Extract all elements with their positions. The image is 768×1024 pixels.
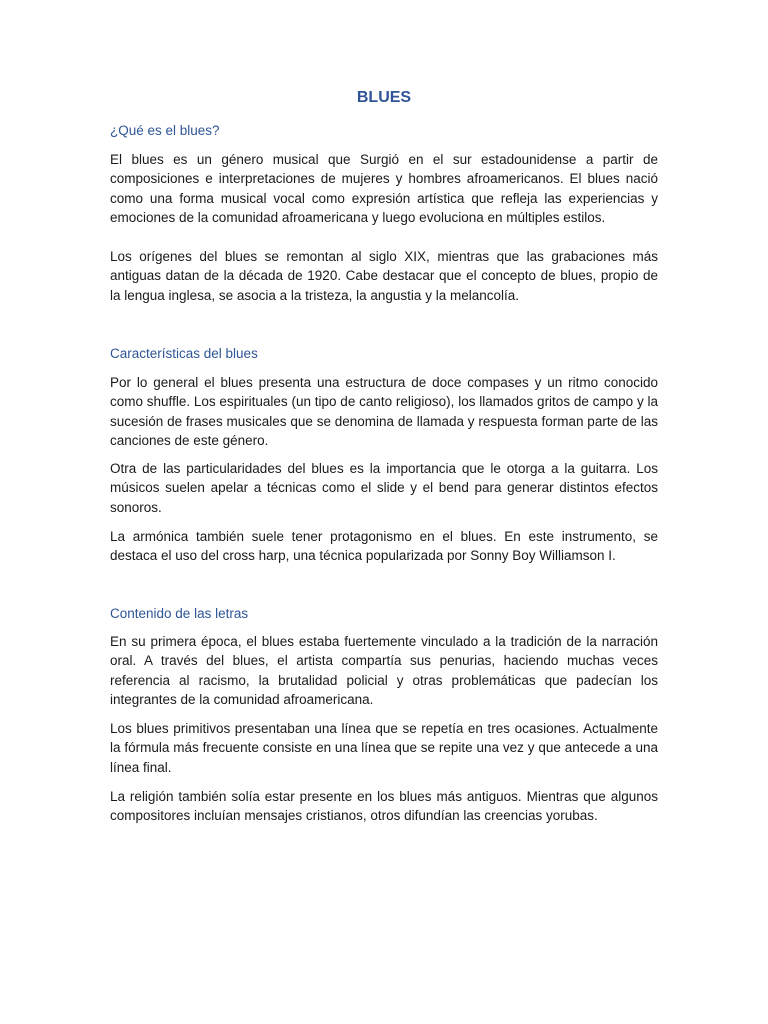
paragraph: Los blues primitivos presentaban una línea que se repetía en tres ocasiones. Actualmente la fórmula más frecuente consiste en una línea que se repite una vez y que antecede a una línea final. bbox=[110, 721, 658, 775]
paragraph: Los orígenes del blues se remontan al siglo XIX, mientras que las grabaciones más antiguas datan de la década de 1920. Cabe destacar que el concepto de blues, propio de la lengua inglesa, se asocia a la tristeza, la angustia y la melancolía. bbox=[110, 249, 658, 303]
section-heading-contenido-letras: Contenido de las letras bbox=[110, 606, 249, 621]
paragraph: En su primera época, el blues estaba fuertemente vinculado a la tradición de la narración oral. A través del blues, el artista compartía sus penurias, haciendo muchas veces referencia al racismo, la brutalidad policial y otras problemáticas que padecían los integrantes de la comunidad afroamericana. bbox=[110, 634, 658, 708]
paragraph: La religión también solía estar presente en los blues más antiguos. Mientras que algunos compositores incluían mensajes cristianos, otros difundían las creencias yorubas. bbox=[110, 789, 658, 824]
section-heading-que-es-el-blues: ¿Qué es el blues? bbox=[110, 123, 220, 138]
document-page bbox=[110, 0, 658, 1024]
paragraph: El blues es un género musical que Surgió en el sur estadounidense a partir de composiciones e interpretaciones de mujeres y hombres afroamericanos. El blues nació como una forma musical vocal como expresión artística que refleja las experiencias y emociones de la comunidad afroamericana y luego evoluciona en múltiples estilos. bbox=[110, 152, 658, 226]
paragraph: La armónica también suele tener protagonismo en el blues. En este instrumento, se destaca el uso del cross harp, una técnica popularizada por Sonny Boy Williamson I. bbox=[110, 529, 658, 564]
paragraph: Por lo general el blues presenta una estructura de doce compases y un ritmo conocido como shuffle. Los espirituales (un tipo de canto religioso), los llamados gritos de campo y la sucesión de frases musicales que se denomina de llamada y respuesta forman parte de las canciones de este género. bbox=[110, 375, 658, 449]
paragraph: Otra de las particularidades del blues es la importancia que le otorga a la guitarra. Los músicos suelen apelar a técnicas como el slide y el bend para generar distintos efectos sonoros. bbox=[110, 461, 658, 515]
document-title: BLUES bbox=[356, 89, 412, 106]
section-heading-caracteristicas: Características del blues bbox=[110, 346, 258, 361]
